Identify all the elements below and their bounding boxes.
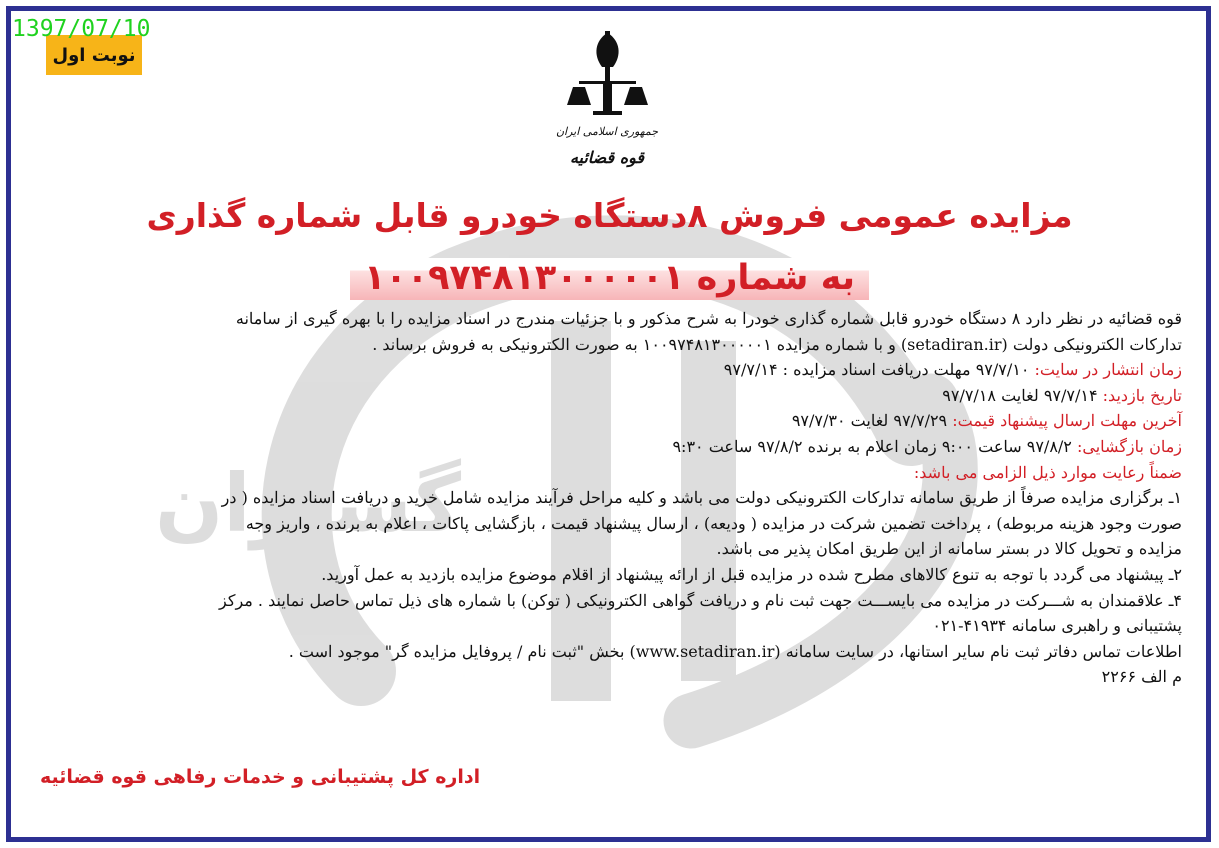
notes-heading: ضمناً رعایت موارد ذیل الزامی می باشد: (913, 462, 1182, 482)
iran-emblem-icon (567, 31, 648, 115)
watermark-text: گستران (154, 457, 461, 550)
opening-label: زمان بازگشایی: (1076, 436, 1182, 456)
intro-line-2: تدارکات الکترونیکی دولت (setadiran.ir) و با شماره مزایده ۱۰۰۹۷۴۸۱۳۰۰۰۰۰۱ به صورت الکترونیکی به فروش برساند . (372, 334, 1182, 354)
note-2: ۲ـ پیشنهاد می گردد با توجه به تنوع کالاهای مطرح شده در مزایده قبل از ارائه پیشنهاد از اقلام موضوع مزایده بازدید به عمل آورید. (321, 564, 1182, 584)
auction-number: به شماره ۱۰۰۹۷۴۸۱۳۰۰۰۰۰۱ (350, 258, 869, 300)
judiciary-emblem (555, 27, 660, 177)
publish-row (40, 357, 1182, 383)
contact-info: اطلاعات تماس دفاتر ثبت نام سایر استانها، در سایت سامانه (www.setadiran.ir) بخش "ثبت نام / پروفایل مزایده گر" موجود است . (288, 641, 1182, 661)
auction-number-line (0, 258, 1219, 300)
date-stamp: 1397/07/10 (12, 16, 151, 42)
issuer-signature: اداره کل پشتیبانی و خدمات رفاهی قوه قضائیه (40, 766, 481, 788)
reference-code: م الف ۲۲۶۶ (1101, 667, 1182, 687)
intro-line-1: قوه قضائیه در نظر دارد ۸ دستگاه خودرو قابل شماره گذاری خودرا به شرح مذکور و با جزئیات مندرج در اسناد مزایده را با بهره گیری از سامانه (235, 309, 1182, 328)
deadline-value: ۹۷/۷/۲۹ لغایت ۹۷/۷/۳۰ (791, 411, 953, 431)
visit-value: ۹۷/۷/۱۴ لغایت ۹۷/۷/۱۸ (942, 385, 1103, 405)
opening-value: ۹۷/۸/۲ ساعت ۹:۰۰ زمان اعلام به برنده ۹۷/۸/۲ ساعت ۹:۳۰ (672, 436, 1077, 456)
publish-label: زمان انتشار در سایت: (1034, 360, 1182, 380)
emblem-line-2: قوه قضائیه (569, 148, 645, 167)
deadline-label: آخرین مهلت ارسال پیشنهاد قیمت: (952, 411, 1182, 431)
note-1-line-3: مزایده و تحویل کالا در بستر سامانه از این طریق امکان پذیر می باشد. (716, 539, 1182, 559)
note-4-line-1: ۴ـ علاقمندان به شـــرکت در مزایده می بایســـت جهت ثبت نام و دریافت گواهی الکترونیکی ( توکن) با شماره های ذیل تماس حاصل نمایند . مرکز (219, 590, 1182, 610)
round-badge: نوبت اول (46, 35, 142, 75)
visit-row (40, 383, 1182, 409)
note-1-line-1: ۱ـ برگزاری مزایده صرفاً از طریق سامانه تدارکات الکترونیکی دولت می باشد و کلیه مراحل فرآیند مزایده شامل خرید و دریافت اسناد مزایده ( در (221, 488, 1182, 508)
announcement-body (40, 306, 1182, 690)
publish-value: ۹۷/۷/۱۰ مهلت دریافت اسناد مزایده : ۹۷/۷/۱۴ (723, 360, 1035, 380)
opening-row (40, 434, 1182, 460)
auction-headline: مزایده عمومی فروش ۸دستگاه خودرو قابل شماره گذاری (146, 196, 1073, 235)
note-1-line-2: صورت وجود هزینه مربوطه) ، پرداخت تضمین شرکت در مزایده ( ودیعه) ، ارسال پیشنهاد قیمت ، بازگشایی پاکات ، اعلام به برنده ، واریز وجه (245, 513, 1182, 533)
visit-label: تاریخ بازدید: (1102, 385, 1182, 405)
deadline-row (40, 408, 1182, 434)
note-4-line-2: پشتیبانی و راهبری سامانه ۴۱۹۳۴-۰۲۱ (932, 616, 1182, 636)
emblem-line-1: جمهوری اسلامی ایران (555, 125, 659, 138)
